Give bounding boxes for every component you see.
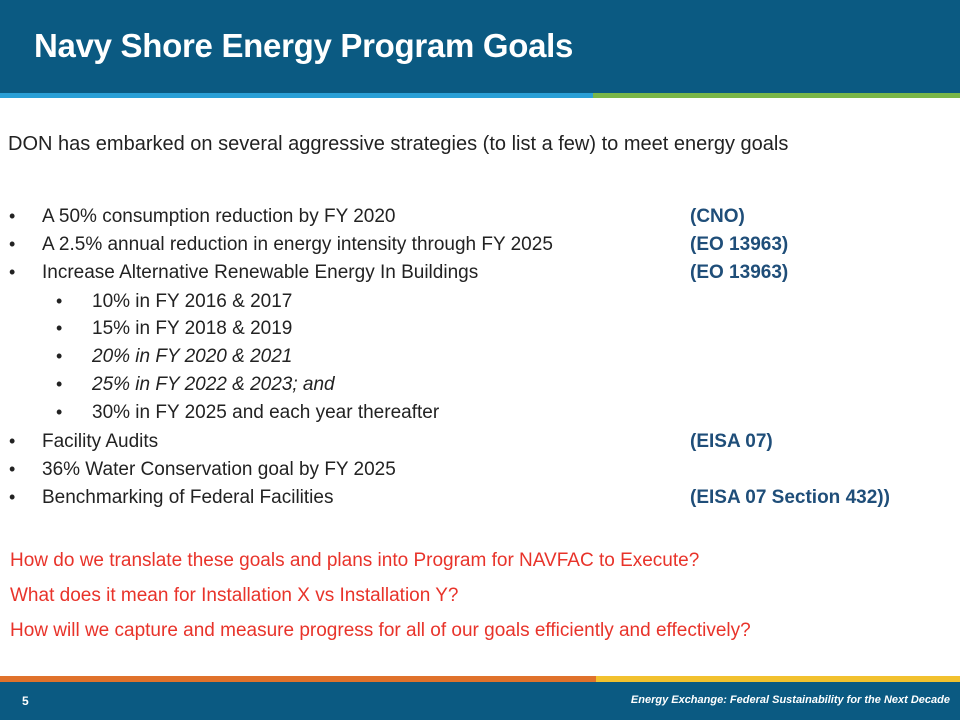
sub-goal-text: 25% in FY 2022 & 2023; and	[92, 374, 335, 395]
goal-item	[0, 431, 960, 457]
goal-source-tag: (CNO)	[690, 206, 745, 227]
goal-text: A 50% consumption reduction by FY 2020	[42, 206, 396, 227]
page-number: 5	[22, 694, 29, 708]
goal-source-tag: (EO 13963)	[690, 262, 789, 283]
goal-item	[0, 234, 960, 260]
bullet-icon: •	[9, 262, 16, 282]
sub-goal-text: 30% in FY 2025 and each year thereafter	[92, 402, 440, 423]
goal-text: Increase Alternative Renewable Energy In Buildings	[42, 262, 479, 283]
bullet-icon: •	[56, 374, 63, 394]
question-text: How do we translate these goals and plans into Program for NAVFAC to Execute?	[10, 550, 700, 571]
bullet-icon: •	[56, 346, 63, 366]
goal-text: 36% Water Conservation goal by FY 2025	[42, 459, 396, 480]
goal-source-tag: (EISA 07)	[690, 431, 773, 452]
sub-goal-text: 20% in FY 2020 & 2021	[92, 346, 293, 367]
slide-title: Navy Shore Energy Program Goals	[34, 27, 574, 64]
sub-goal-item	[0, 318, 960, 344]
footer-caption: Energy Exchange: Federal Sustainability for the Next Decade	[630, 694, 950, 706]
sub-goal-text: 10% in FY 2016 & 2017	[92, 291, 293, 312]
goal-item	[0, 262, 960, 288]
goal-text: Benchmarking of Federal Facilities	[42, 487, 334, 508]
goal-item	[0, 487, 960, 513]
bullet-icon: •	[9, 459, 16, 479]
bullet-icon: •	[9, 234, 16, 254]
sub-goal-item	[0, 402, 960, 428]
bullet-icon: •	[9, 487, 16, 507]
goal-source-tag: (EISA 07 Section 432))	[690, 487, 890, 508]
sub-goal-item	[0, 346, 960, 372]
bullet-icon: •	[9, 206, 16, 226]
goal-text: Facility Audits	[42, 431, 159, 452]
goal-item	[0, 459, 960, 485]
bullet-icon: •	[56, 291, 63, 311]
goal-item	[0, 206, 960, 232]
sub-goal-text: 15% in FY 2018 & 2019	[92, 318, 293, 339]
intro-text: DON has embarked on several aggressive strategies (to list a few) to meet energy goals	[8, 133, 789, 155]
bullet-icon: •	[56, 402, 63, 422]
bullet-icon: •	[56, 318, 63, 338]
question-text: How will we capture and measure progress for all of our goals efficiently and effectively?	[10, 620, 751, 641]
bullet-icon: •	[9, 431, 16, 451]
question-text: What does it mean for Installation X vs Installation Y?	[10, 585, 459, 606]
slide-footer	[0, 682, 960, 720]
goal-source-tag: (EO 13963)	[690, 234, 789, 255]
goal-text: A 2.5% annual reduction in energy intensity through FY 2025	[42, 234, 553, 255]
sub-goal-item	[0, 374, 960, 400]
sub-goal-item	[0, 291, 960, 317]
